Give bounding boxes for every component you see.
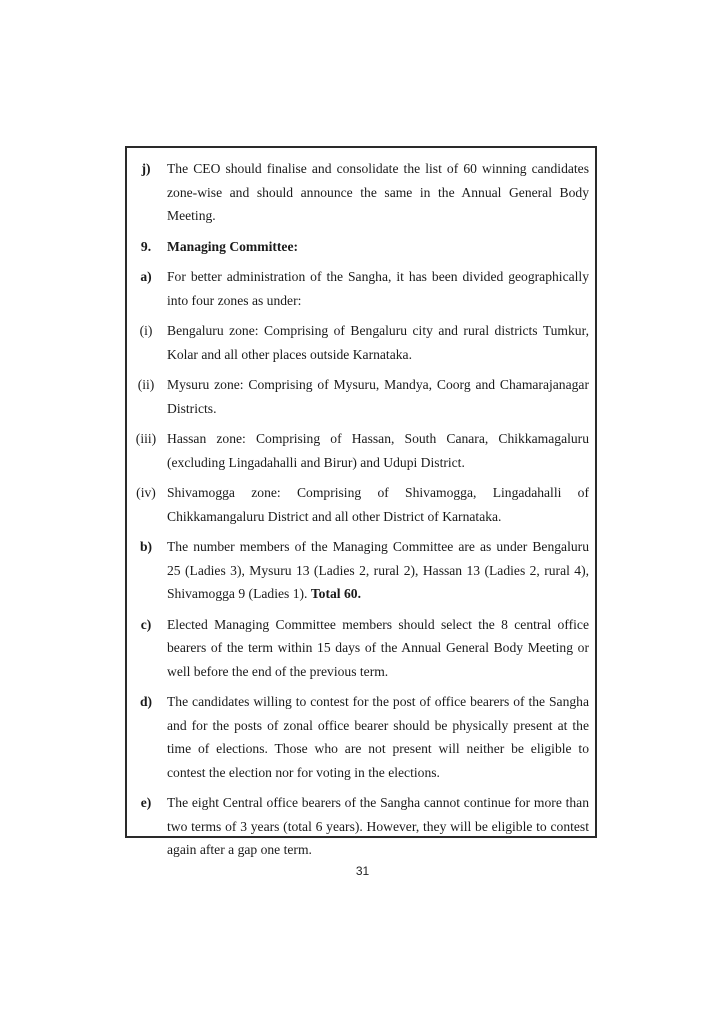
clause-text (167, 535, 597, 606)
clause-j (125, 157, 597, 228)
clause-text: The eight Central office bearers of the Sangha cannot continue for more than two terms of 3 years (total 6 years). However, they will be eligible to contest again after a gap one term. (167, 795, 589, 857)
clause-a (125, 265, 597, 312)
clause-label: d) (139, 694, 153, 709)
clause-label: a) (140, 269, 152, 284)
clause-text: The CEO should finalise and consolidate the list of 60 winning candidates zone-wise and should announce the same in the Annual General Body Meeting. (167, 161, 589, 223)
subclause-iii (125, 427, 597, 474)
clause-c (125, 613, 597, 684)
clause-e (125, 791, 597, 862)
clause-text: The candidates willing to contest for the post of office bearers of the Sangha and for the posts of zonal office bearer should be physically present at the time of elections. Those who are not present will neither be eligible to contest the election nor for voting in the elections. (167, 694, 589, 780)
section-number: 9. (140, 238, 152, 254)
page-number: 31 (355, 864, 370, 878)
clause-b (125, 535, 597, 606)
clause-d (125, 690, 597, 784)
section-9 (125, 235, 597, 259)
subclause-text: Shivamogga zone: Comprising of Shivamogga, Lingadahalli of Chikkamangaluru District and all other District of Karnataka. (167, 485, 589, 524)
clause-label: c) (140, 616, 152, 632)
clause-body: The number members of the Managing Committee are as under Bengaluru 25 (Ladies 3), Mysuru 13 (Ladies 2, rural 2), Hassan 13 (Ladies 2, rural 4), Shivamogga 9 (Ladies 1). (167, 539, 589, 601)
clause-label: j) (141, 161, 151, 176)
subclause-iv (125, 481, 597, 528)
clause-text: Elected Managing Committee members should select the 8 central office bearers of the term within 15 days of the Annual General Body Meeting or well before the end of the previous term. (167, 616, 589, 679)
subclause-label: (iv) (136, 485, 156, 500)
subclause-i (125, 319, 597, 366)
section-heading: Managing Committee: (167, 238, 298, 254)
document-content (125, 157, 597, 869)
subclause-label: (i) (139, 323, 153, 338)
subclause-ii (125, 373, 597, 420)
subclause-label: (iii) (135, 431, 157, 446)
clause-label: b) (139, 539, 153, 554)
subclause-text: Hassan zone: Comprising of Hassan, South Canara, Chikkamagaluru (excluding Lingadahalli and Birur) and Udupi District. (167, 431, 589, 470)
clause-label: e) (140, 795, 152, 810)
subclause-text: Bengaluru zone: Comprising of Bengaluru city and rural districts Tumkur, Kolar and all other places outside Karnataka. (167, 323, 589, 362)
subclause-text: Mysuru zone: Comprising of Mysuru, Mandya, Coorg and Chamarajanagar Districts. (167, 377, 589, 416)
clause-text: For better administration of the Sangha, it has been divided geographically into four zones as under: (167, 269, 589, 308)
subclause-label: (ii) (137, 377, 155, 392)
total-emphasis: Total 60. (310, 586, 361, 601)
